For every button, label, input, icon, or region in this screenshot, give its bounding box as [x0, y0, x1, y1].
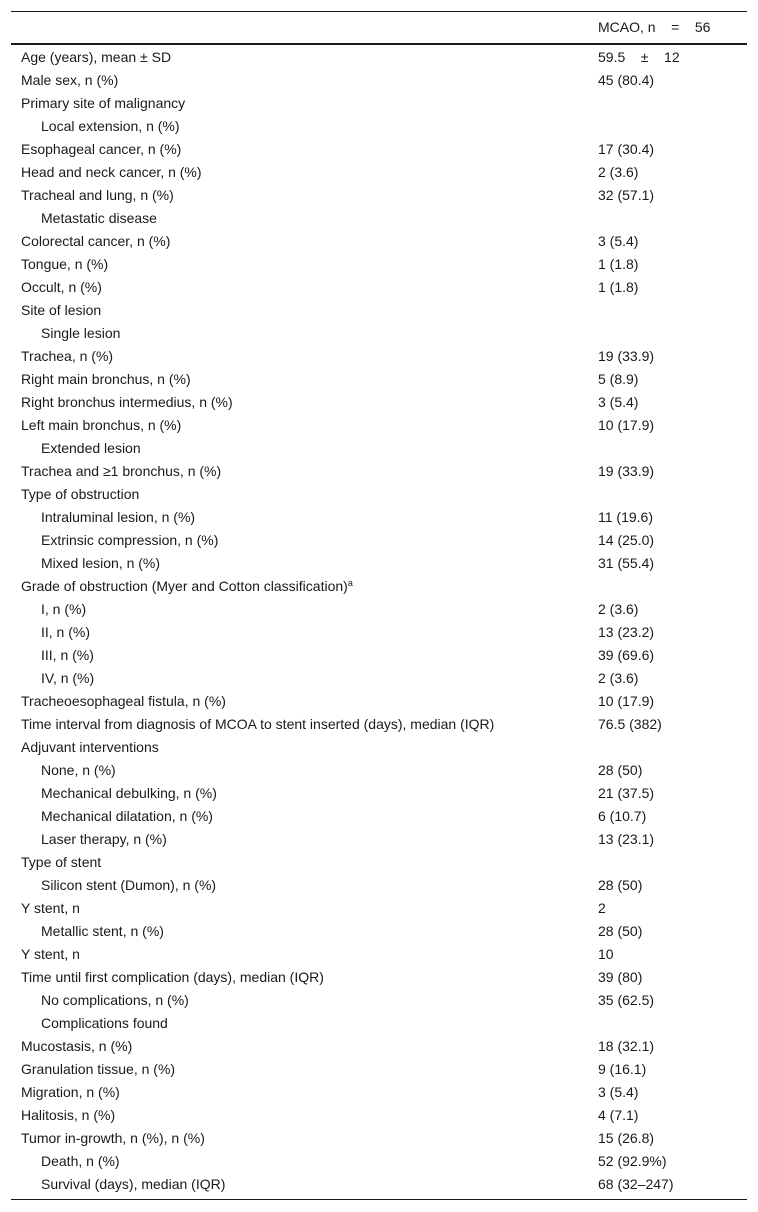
row-label [11, 1058, 588, 1081]
row-label [11, 230, 588, 253]
table-header [11, 12, 747, 44]
row-value: 2 (3.6) [598, 163, 639, 180]
row-label [11, 276, 588, 299]
row-label [11, 1150, 588, 1173]
row-label [11, 828, 588, 851]
row-value: 32 (57.1) [598, 186, 655, 203]
table-row [11, 138, 747, 161]
table-row [11, 92, 747, 115]
table-row [11, 621, 747, 644]
row-label [11, 368, 588, 391]
table-row [11, 1081, 747, 1104]
table-row [11, 736, 747, 759]
table-row [11, 828, 747, 851]
row-value [588, 92, 747, 115]
row-label [11, 44, 588, 69]
row-label [11, 713, 588, 736]
table-row [11, 322, 747, 345]
row-value: 45 (80.4) [598, 71, 655, 88]
row-label-text: Single lesion [41, 324, 121, 341]
row-label-text: Migration, n (%) [21, 1083, 120, 1100]
row-value: 3 (5.4) [598, 232, 639, 249]
row-label [11, 1127, 588, 1150]
row-label-text: Age (years), mean ± SD [21, 48, 172, 65]
table-row [11, 874, 747, 897]
row-label [11, 920, 588, 943]
table-row [11, 1127, 747, 1150]
row-label-text: Local extension, n (%) [41, 117, 180, 134]
row-label-text: None, n (%) [41, 761, 116, 778]
footnote-marker: a [347, 577, 353, 588]
row-label-text: Grade of obstruction (Myer and Cotton classification) [21, 577, 348, 594]
row-label-text: Tongue, n (%) [21, 255, 109, 272]
row-label [11, 736, 588, 759]
row-label-text: Site of lesion [21, 301, 102, 318]
table-row [11, 161, 747, 184]
header-row [11, 12, 747, 44]
table-row [11, 253, 747, 276]
table-row [11, 552, 747, 575]
row-label [11, 1173, 588, 1200]
row-value: 35 (62.5) [598, 991, 655, 1008]
row-label [11, 1104, 588, 1127]
table-body [11, 44, 747, 1200]
table-row [11, 207, 747, 230]
row-value: 5 (8.9) [598, 370, 639, 387]
table-row [11, 690, 747, 713]
row-label [11, 506, 588, 529]
row-value: 3 (5.4) [598, 393, 639, 410]
table-row [11, 44, 747, 69]
row-value: 10 (17.9) [598, 416, 655, 433]
table-row [11, 851, 747, 874]
table-row [11, 345, 747, 368]
table-row [11, 575, 747, 598]
row-value [588, 483, 747, 506]
table-row [11, 598, 747, 621]
row-value: 59.5 ± 12 [598, 48, 680, 65]
table-row [11, 644, 747, 667]
row-value: 3 (5.4) [598, 1083, 639, 1100]
row-value [588, 575, 747, 598]
table-row [11, 414, 747, 437]
row-label [11, 115, 588, 138]
row-label-text: Death, n (%) [41, 1152, 120, 1169]
row-value: 4 (7.1) [598, 1106, 639, 1123]
row-label-text: Y stent, n [21, 899, 80, 916]
row-label-text: Trachea, n (%) [21, 347, 114, 364]
row-value: 15 (26.8) [598, 1129, 655, 1146]
row-label-text: Adjuvant interventions [21, 738, 159, 755]
table-row [11, 759, 747, 782]
row-label-text: Trachea and ≥1 bronchus, n (%) [21, 462, 222, 479]
row-label [11, 253, 588, 276]
table-row [11, 115, 747, 138]
row-label [11, 529, 588, 552]
row-label-text: Laser therapy, n (%) [41, 830, 167, 847]
row-label [11, 966, 588, 989]
row-value: 14 (25.0) [598, 531, 655, 548]
row-label-text: Intraluminal lesion, n (%) [41, 508, 196, 525]
table-row [11, 897, 747, 920]
row-label-text: IV, n (%) [41, 669, 95, 686]
table-row [11, 1058, 747, 1081]
row-value: 76.5 (382) [598, 715, 662, 732]
row-label [11, 874, 588, 897]
row-value: 28 (50) [598, 761, 643, 778]
row-label-text: Mixed lesion, n (%) [41, 554, 161, 571]
table-row [11, 782, 747, 805]
table-row [11, 506, 747, 529]
row-value: 13 (23.1) [598, 830, 655, 847]
row-value: 19 (33.9) [598, 462, 655, 479]
row-value: 11 (19.6) [598, 508, 653, 525]
table-row [11, 299, 747, 322]
header-variable-cell [11, 12, 588, 44]
row-value: 39 (80) [598, 968, 643, 985]
row-label [11, 552, 588, 575]
row-label-text: Time until first complication (days), median (IQR) [21, 968, 324, 985]
row-label [11, 989, 588, 1012]
table-row [11, 368, 747, 391]
row-value [588, 736, 747, 759]
row-label-text: Tracheal and lung, n (%) [21, 186, 174, 203]
row-label [11, 69, 588, 92]
row-label [11, 322, 588, 345]
table-row [11, 1150, 747, 1173]
row-label [11, 690, 588, 713]
row-label [11, 805, 588, 828]
row-value [588, 437, 747, 460]
row-value: 10 (17.9) [598, 692, 655, 709]
row-label [11, 598, 588, 621]
row-label [11, 138, 588, 161]
row-label [11, 483, 588, 506]
row-value: 2 (3.6) [598, 669, 639, 686]
row-label-text: Mechanical dilatation, n (%) [41, 807, 213, 824]
row-label-text: Left main bronchus, n (%) [21, 416, 182, 433]
row-label [11, 575, 588, 598]
table-row [11, 391, 747, 414]
row-label-text: Head and neck cancer, n (%) [21, 163, 202, 180]
table-row [11, 184, 747, 207]
table-row [11, 1104, 747, 1127]
table-row [11, 943, 747, 966]
row-value [588, 115, 747, 138]
patient-characteristics-table [11, 11, 747, 1200]
row-value: 31 (55.4) [598, 554, 655, 571]
row-label [11, 1035, 588, 1058]
table-row [11, 1035, 747, 1058]
row-label-text: Extended lesion [41, 439, 141, 456]
header-mcao-cell: MCAO, n = 56 [598, 19, 711, 36]
row-label-text: Right bronchus intermedius, n (%) [21, 393, 233, 410]
row-label-text: No complications, n (%) [41, 991, 189, 1008]
row-label-text: I, n (%) [41, 600, 87, 617]
row-label-text: Tracheoesophageal fistula, n (%) [21, 692, 226, 709]
row-label-text: Complications found [41, 1014, 168, 1031]
row-value: 10 [598, 945, 614, 962]
row-value [588, 322, 747, 345]
table-row [11, 437, 747, 460]
row-label [11, 437, 588, 460]
row-label [11, 460, 588, 483]
row-value: 9 (16.1) [598, 1060, 647, 1077]
row-label-text: Esophageal cancer, n (%) [21, 140, 182, 157]
row-label-text: Colorectal cancer, n (%) [21, 232, 171, 249]
row-label [11, 1081, 588, 1104]
row-label [11, 897, 588, 920]
row-label-text: Male sex, n (%) [21, 71, 119, 88]
row-value: 19 (33.9) [598, 347, 655, 364]
row-label-text: Mucostasis, n (%) [21, 1037, 133, 1054]
row-label [11, 1012, 588, 1035]
row-label [11, 943, 588, 966]
row-label-text: Time interval from diagnosis of MCOA to stent inserted (days), median (IQR) [21, 715, 495, 732]
row-label [11, 759, 588, 782]
table-row [11, 276, 747, 299]
row-label [11, 667, 588, 690]
row-label [11, 782, 588, 805]
row-value: 21 (37.5) [598, 784, 655, 801]
table-row [11, 1012, 747, 1035]
row-value: 39 (69.6) [598, 646, 655, 663]
row-label-text: Metastatic disease [41, 209, 157, 226]
row-value [588, 1012, 747, 1035]
row-label [11, 92, 588, 115]
table-row [11, 713, 747, 736]
row-label-text: Type of obstruction [21, 485, 140, 502]
table-row [11, 460, 747, 483]
row-label [11, 851, 588, 874]
row-label-text: Extrinsic compression, n (%) [41, 531, 219, 548]
row-label [11, 161, 588, 184]
row-label [11, 621, 588, 644]
row-value [588, 207, 747, 230]
row-value: 52 (92.9%) [598, 1152, 667, 1169]
row-value: 13 (23.2) [598, 623, 655, 640]
row-value: 17 (30.4) [598, 140, 655, 157]
row-label-text: Tumor in-growth, n (%), n (%) [21, 1129, 205, 1146]
row-value: 1 (1.8) [598, 278, 639, 295]
row-label [11, 414, 588, 437]
row-label [11, 299, 588, 322]
row-value: 28 (50) [598, 876, 643, 893]
table-row [11, 920, 747, 943]
row-value [588, 851, 747, 874]
row-value: 6 (10.7) [598, 807, 647, 824]
row-value: 18 (32.1) [598, 1037, 655, 1054]
row-value: 1 (1.8) [598, 255, 639, 272]
table-row [11, 667, 747, 690]
table-row [11, 69, 747, 92]
row-label-text: Right main bronchus, n (%) [21, 370, 191, 387]
table-row [11, 483, 747, 506]
row-label-text: Primary site of malignancy [21, 94, 186, 111]
row-label-text: II, n (%) [41, 623, 91, 640]
row-label-text: Mechanical debulking, n (%) [41, 784, 217, 801]
table-row [11, 529, 747, 552]
row-value: 2 (3.6) [598, 600, 639, 617]
table-row [11, 989, 747, 1012]
row-label [11, 644, 588, 667]
table-row [11, 230, 747, 253]
table-row [11, 966, 747, 989]
row-value [588, 299, 747, 322]
row-value: 2 [598, 899, 606, 916]
row-label-text: Metallic stent, n (%) [41, 922, 164, 939]
table-row [11, 1173, 747, 1200]
row-label-text: Y stent, n [21, 945, 80, 962]
row-label-text: Granulation tissue, n (%) [21, 1060, 176, 1077]
row-label-text: III, n (%) [41, 646, 94, 663]
row-value: 68 (32–247) [598, 1175, 674, 1192]
row-label-text: Survival (days), median (IQR) [41, 1175, 226, 1192]
row-label-text: Type of stent [21, 853, 102, 870]
row-label-text: Silicon stent (Dumon), n (%) [41, 876, 217, 893]
row-label [11, 207, 588, 230]
row-value: 28 (50) [598, 922, 643, 939]
row-label [11, 345, 588, 368]
table-row [11, 805, 747, 828]
row-label [11, 391, 588, 414]
row-label [11, 184, 588, 207]
row-label-text: Halitosis, n (%) [21, 1106, 116, 1123]
row-label-text: Occult, n (%) [21, 278, 102, 295]
